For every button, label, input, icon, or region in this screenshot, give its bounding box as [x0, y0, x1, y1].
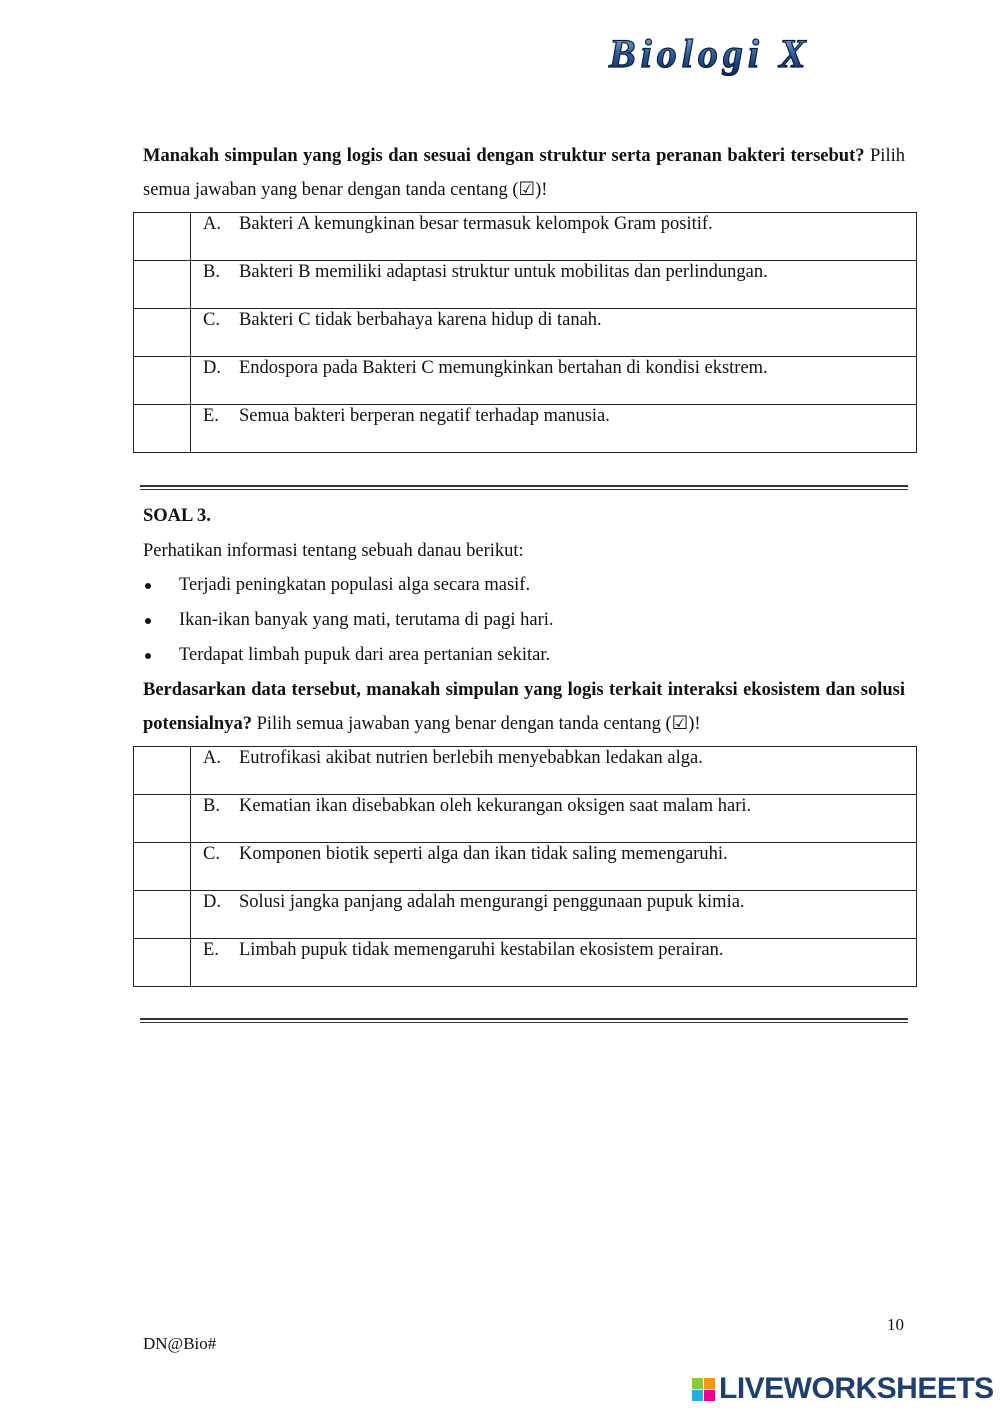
answer-checkbox-cell[interactable] — [134, 795, 191, 843]
option-text: Endospora pada Bakteri C memungkinkan bertahan di kondisi ekstrem. — [239, 358, 768, 378]
option-text-cell — [191, 357, 917, 405]
answer-checkbox-cell[interactable] — [134, 261, 191, 309]
answer-checkbox-cell[interactable] — [134, 939, 191, 987]
answer-checkbox-cell[interactable] — [134, 405, 191, 453]
section-divider — [140, 1018, 908, 1023]
option-text: Limbah pupuk tidak memengaruhi kestabilan ekosistem perairan. — [239, 940, 724, 960]
option-text-cell — [191, 891, 917, 939]
question3-heading: SOAL 3. — [143, 506, 211, 526]
option-text-cell — [191, 261, 917, 309]
option-text-cell — [191, 795, 917, 843]
answer-checkbox-cell[interactable] — [134, 843, 191, 891]
bullet-item: Terjadi peningkatan populasi alga secara masif. — [143, 568, 554, 603]
question3-options-table — [133, 746, 917, 987]
question3-intro: Perhatikan informasi tentang sebuah danau berikut: — [143, 541, 524, 561]
section-divider — [140, 485, 908, 490]
option-letter: C. — [203, 310, 220, 330]
option-text: Bakteri C tidak berbahaya karena hidup di tanah. — [239, 310, 602, 330]
option-row — [134, 405, 917, 453]
option-letter: E. — [203, 940, 219, 960]
option-text: Semua bakteri berperan negatif terhadap manusia. — [239, 406, 610, 426]
option-text: Bakteri B memiliki adaptasi struktur untuk mobilitas dan perlindungan. — [239, 262, 768, 282]
option-text-cell — [191, 405, 917, 453]
liveworksheets-logo — [692, 1372, 994, 1406]
option-letter: B. — [203, 262, 220, 282]
option-text: Kematian ikan disebabkan oleh kekurangan oksigen saat malam hari. — [239, 796, 752, 816]
bullet-dot-icon — [145, 583, 151, 589]
option-letter: D. — [203, 358, 221, 378]
page-number: 10 — [887, 1315, 904, 1334]
option-text: Eutrofikasi akibat nutrien berlebih menyebabkan ledakan alga. — [239, 748, 703, 768]
option-row — [134, 309, 917, 357]
biologi-x-logo — [605, 30, 935, 80]
option-text-cell — [191, 939, 917, 987]
question2-prompt — [143, 139, 905, 207]
answer-checkbox-cell[interactable] — [134, 357, 191, 405]
logo-text: Biologi X — [609, 31, 811, 76]
option-text-cell — [191, 843, 917, 891]
footer-author: DN@Bio# — [143, 1334, 217, 1353]
option-text-cell — [191, 747, 917, 795]
question2-options-table — [133, 212, 917, 453]
option-row — [134, 213, 917, 261]
answer-checkbox-cell[interactable] — [134, 213, 191, 261]
question3-prompt — [143, 673, 905, 741]
option-row — [134, 891, 917, 939]
option-text: Solusi jangka panjang adalah mengurangi penggunaan pupuk kimia. — [239, 892, 745, 912]
bullet-item: Terdapat limbah pupuk dari area pertanian sekitar. — [143, 638, 554, 673]
liveworksheets-icon — [692, 1378, 715, 1401]
option-letter: A. — [203, 214, 221, 234]
option-text: Komponen biotik seperti alga dan ikan tidak saling memengaruhi. — [239, 844, 728, 864]
question3-bullets — [143, 568, 554, 673]
bullet-dot-icon — [145, 653, 151, 659]
answer-checkbox-cell[interactable] — [134, 309, 191, 357]
option-row — [134, 357, 917, 405]
option-row — [134, 939, 917, 987]
question3-prompt-bold: Berdasarkan data tersebut, manakah simpulan yang logis terkait interaksi ekosistem dan solusi potensialnya? — [143, 680, 905, 734]
bullet-dot-icon — [145, 618, 151, 624]
bullet-item: Ikan-ikan banyak yang mati, terutama di pagi hari. — [143, 603, 554, 638]
option-letter: E. — [203, 406, 219, 426]
liveworksheets-brand: LIVEWORKSHEETS — [719, 1372, 994, 1405]
option-row — [134, 261, 917, 309]
question3-prompt-rest: Pilih semua jawaban yang benar dengan tanda centang (☑)! — [251, 714, 701, 734]
option-letter: D. — [203, 892, 221, 912]
answer-checkbox-cell[interactable] — [134, 747, 191, 795]
option-letter: C. — [203, 844, 220, 864]
option-letter: A. — [203, 748, 221, 768]
option-text-cell — [191, 309, 917, 357]
answer-checkbox-cell[interactable] — [134, 891, 191, 939]
question2-prompt-bold: Manakah simpulan yang logis dan sesuai dengan struktur serta peranan bakteri tersebut? — [143, 146, 865, 166]
question2-prompt-rest: Pilih semua jawaban yang benar dengan tanda centang (☑)! — [143, 146, 905, 200]
option-text-cell — [191, 213, 917, 261]
option-row — [134, 795, 917, 843]
option-letter: B. — [203, 796, 220, 816]
option-row — [134, 747, 917, 795]
option-row — [134, 843, 917, 891]
option-text: Bakteri A kemungkinan besar termasuk kelompok Gram positif. — [239, 214, 713, 234]
